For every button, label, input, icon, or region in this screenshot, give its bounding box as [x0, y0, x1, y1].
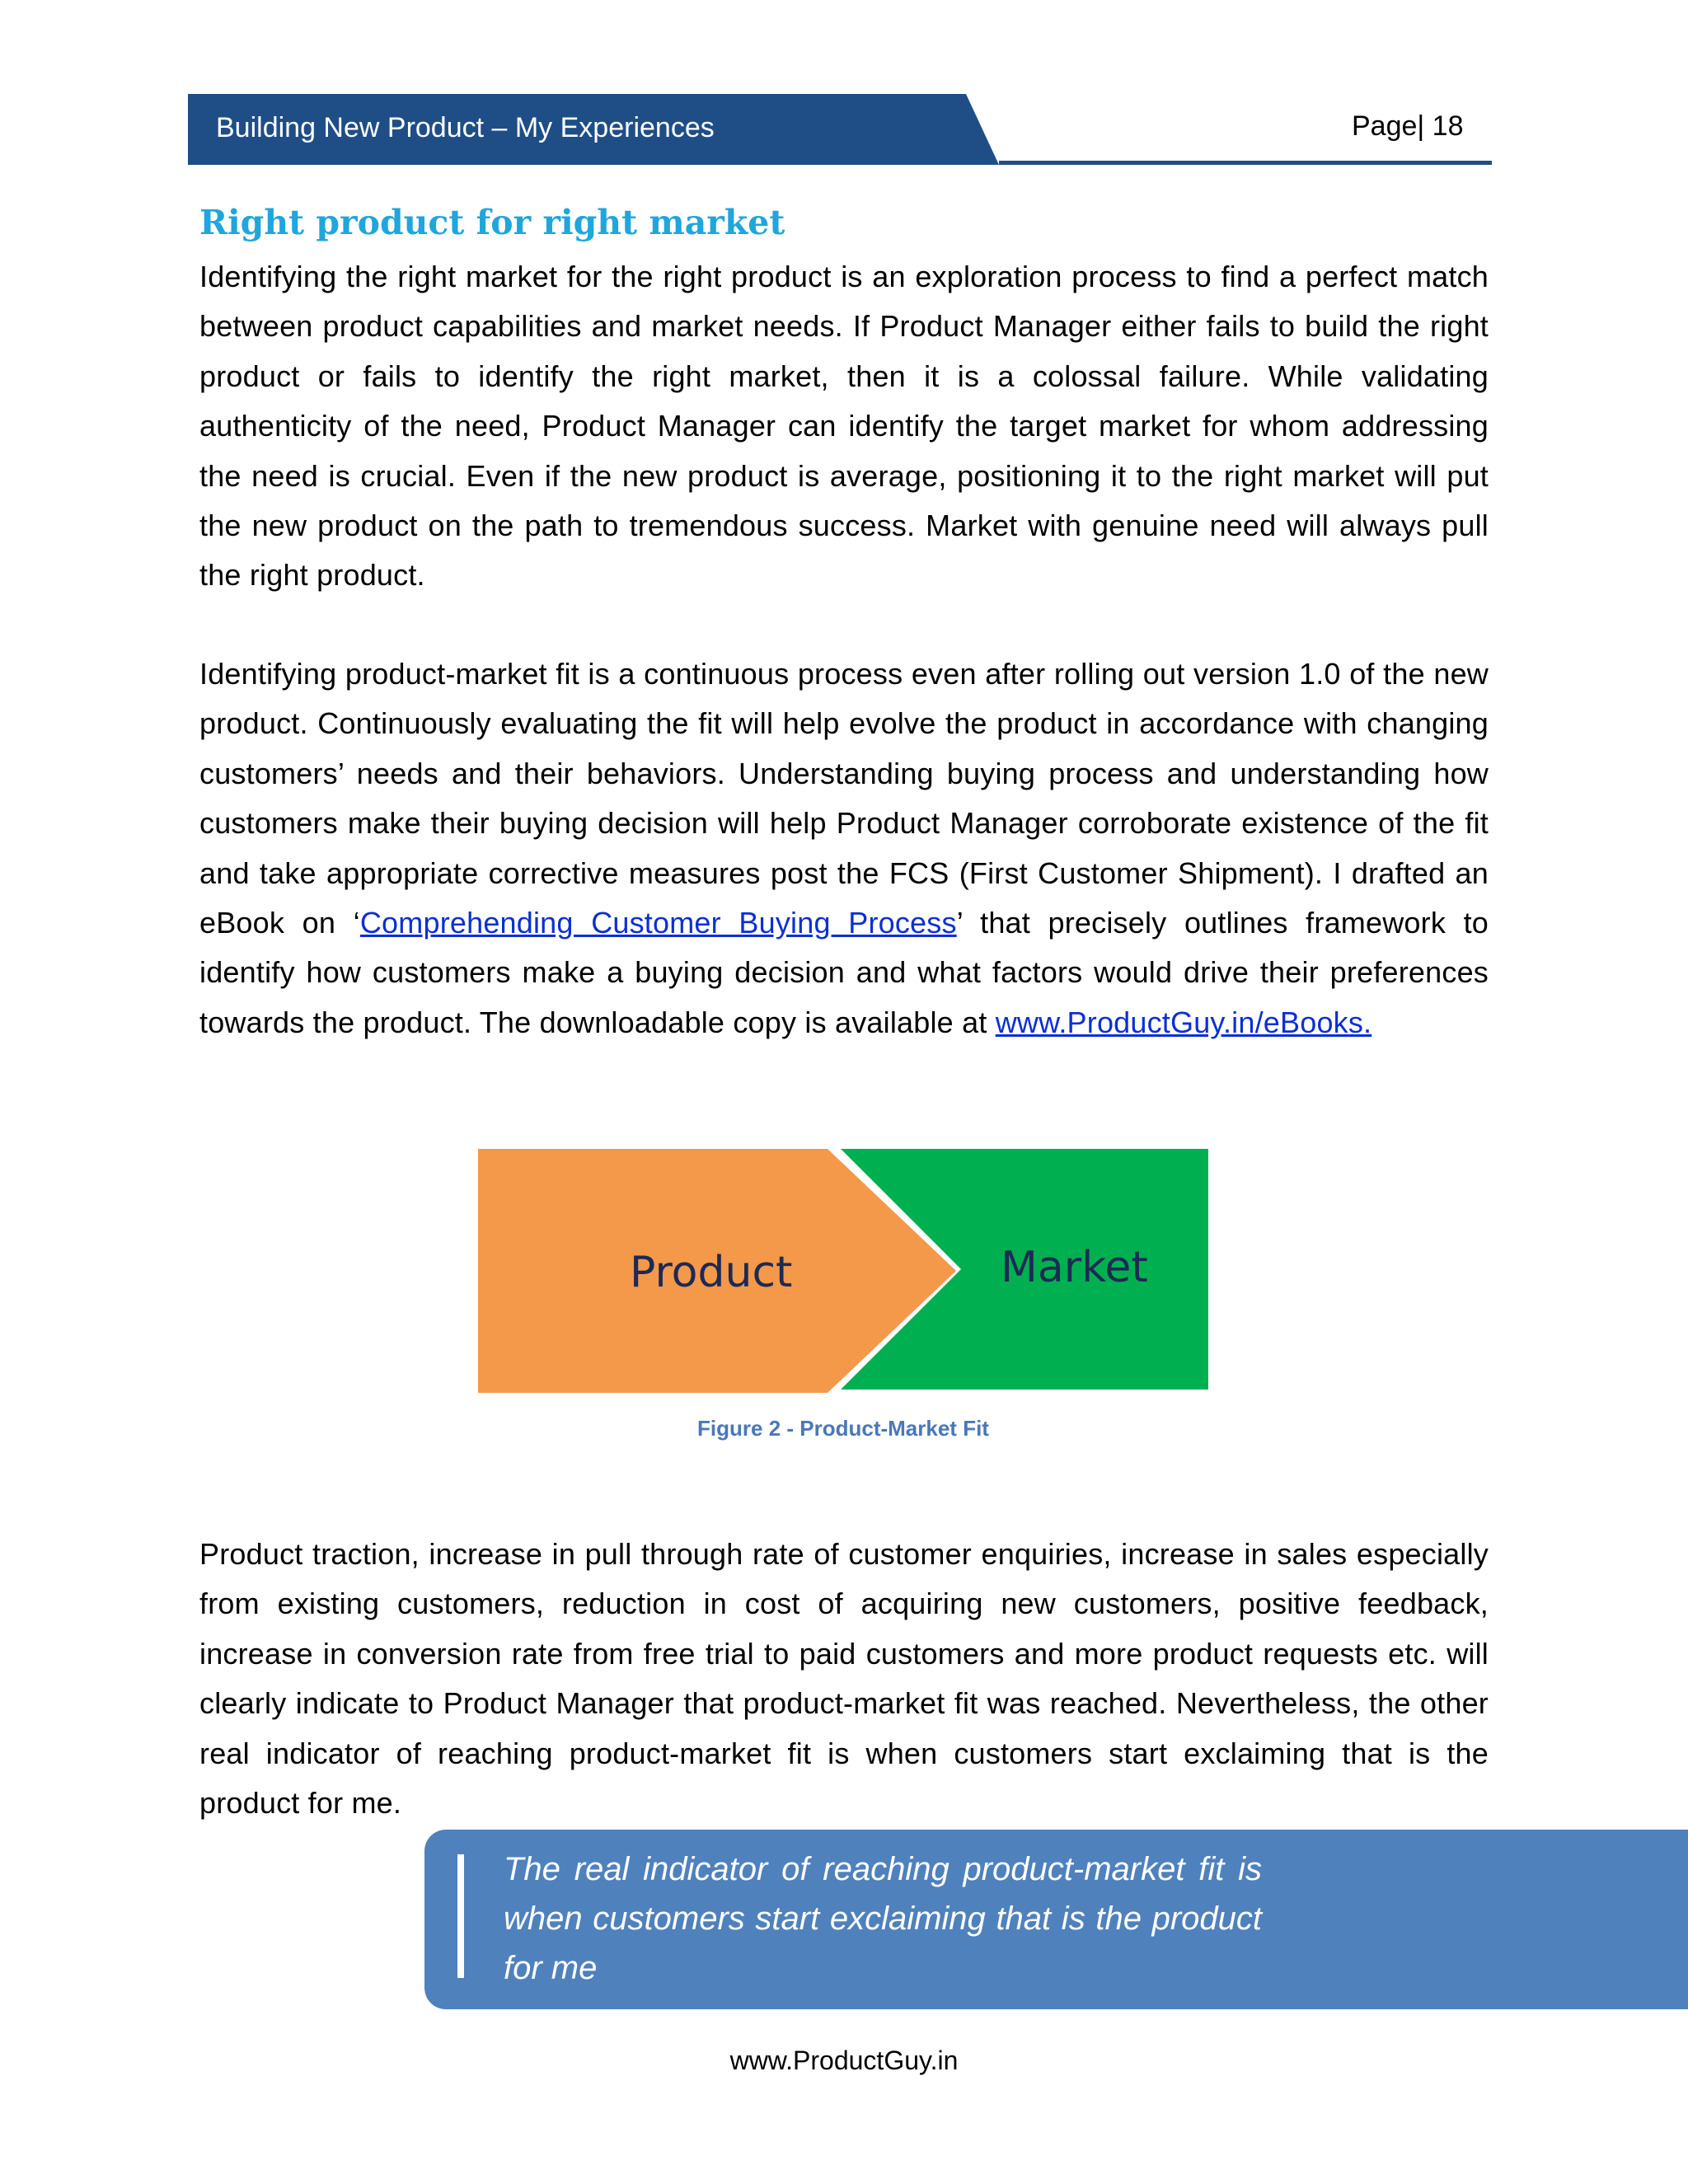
- market-label: Market: [1001, 1243, 1148, 1292]
- header-divider: [999, 161, 1492, 165]
- quote-bar: [457, 1854, 464, 1978]
- header-title: Building New Product – My Experiences: [216, 112, 715, 143]
- paragraph-2-text-b: ’ that precisely outlines framework to identify how customers make a buying decision and what factors would drive their preferences towards the product. The downloadable copy is available at: [199, 906, 1489, 1039]
- quote-text: The real indicator of reaching product-market fit is when customers start exclaiming that is the product for me: [504, 1851, 1262, 1986]
- pull-quote: [424, 1830, 1688, 2009]
- paragraph-3: Product traction, increase in pull through rate of customer enquiries, increase in sales especially from existing customers, reduction in cost of acquiring new customers, positive feedback, increase in conversion rate from free trial to paid customers and more product requests etc. will clearly indicate to Product Manager that product-market fit was reached. Nevertheless, the other real indicator of reaching product-market fit is when customers start exclaiming that is the product for me.: [199, 1537, 1489, 1821]
- figure-caption: Figure 2 - Product-Market Fit: [697, 1416, 989, 1441]
- footer-site: www.ProductGuy.in: [729, 2046, 959, 2075]
- ebooks-url-link[interactable]: www.ProductGuy.in/eBooks.: [995, 1005, 1372, 1039]
- paragraph-1: Identifying the right market for the right product is an exploration process to find a perfect match between product capabilities and market needs. If Product Manager either fails to build the right product or fails to identify the right market, then it is a colossal failure. While validating authenticity of the need, Product Manager can identify the target market for whom addressing the need is crucial. Even if the new product is average, positioning it to the right market will put the new product on the path to tremendous success. Market with genuine need will always pull the right product.: [199, 260, 1489, 593]
- page-number: Page| 18: [1352, 110, 1464, 142]
- product-market-fit-figure: [478, 1149, 1208, 1393]
- product-label: Product: [630, 1248, 793, 1297]
- section-title: Right product for right market: [199, 203, 785, 242]
- paragraph-2-text-a: Identifying product-market fit is a continuous process even after rolling out version 1.0 of the new product. Continuously evaluating the fit will help evolve the product in accordance with changing customers’ needs and their behaviors. Understanding buying process and understanding how customers make their buying decision will help Product Manager corroborate existence of the fit and take appropriate corrective measures post the FCS (First Customer Shipment). I drafted an eBook on ‘: [199, 657, 1489, 940]
- paragraph-2: [199, 649, 1489, 1047]
- ebook-link[interactable]: Comprehending Customer Buying Process: [359, 906, 957, 940]
